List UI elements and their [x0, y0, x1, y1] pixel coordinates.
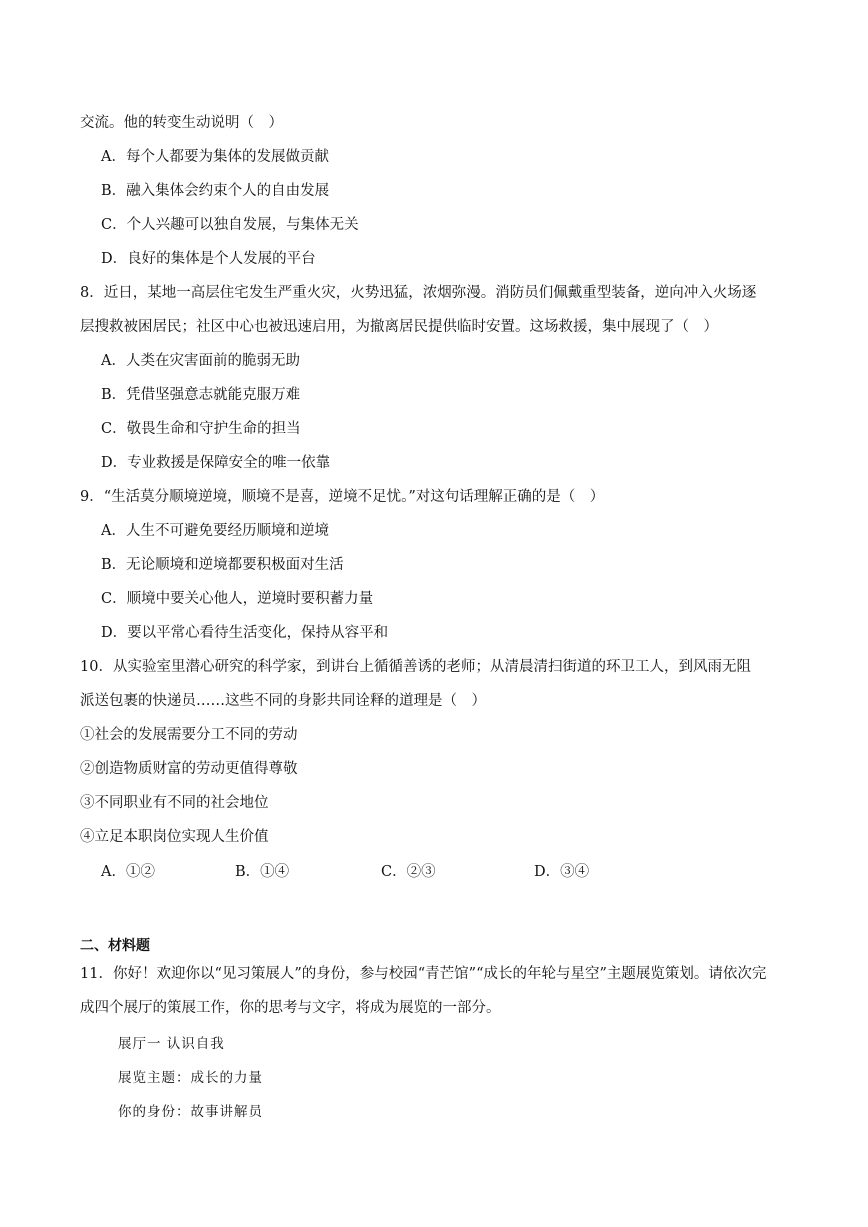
q10-choices	[101, 862, 621, 882]
q9-option-a: A．人生不可避免要经历顺境和逆境	[101, 523, 329, 539]
q8-option-b: B．凭借坚强意志就能克服万难	[101, 387, 301, 403]
q9-option-d: D．要以平常心看待生活变化，保持从容平和	[101, 625, 389, 641]
q10-statement-3: ③不同职业有不同的社会地位	[80, 795, 269, 811]
q10-choice-d: D．③④	[534, 864, 590, 880]
q8-stem-line1: 8．近日，某地一高层住宅发生严重火灾，火势迅猛，浓烟弥漫。消防员们佩戴重型装备，逆向冲入火场逐	[80, 285, 757, 301]
q10-choice-c: C．②③	[381, 864, 436, 880]
q7-option-a: A．每个人都要为集体的发展做贡献	[101, 149, 329, 165]
q10-statement-1: ①社会的发展需要分工不同的劳动	[80, 727, 298, 743]
q10-stem-line2: 派送包裹的快递员……这些不同的身影共同诠释的道理是（ ）	[80, 693, 486, 709]
q7-option-d: D．良好的集体是个人发展的平台	[101, 251, 316, 267]
q10-choice-a: A．①②	[101, 864, 155, 880]
q11-hall-theme: 展览主题：成长的力量	[118, 1070, 263, 1086]
q7-stem-continued: 交流。他的转变生动说明（ ）	[80, 115, 283, 131]
q11-stem-line1: 11．你好！欢迎你以“见习策展人”的身份，参与校园“青芒馆”“成长的年轮与星空”主题展览策划。请依次完	[80, 966, 767, 982]
q10-choice-b: B．①④	[235, 864, 290, 880]
q10-statement-2: ②创造物质财富的劳动更值得尊敬	[80, 761, 298, 777]
q8-option-d: D．专业救援是保障安全的唯一依靠	[101, 455, 331, 471]
q11-hall-role: 你的身份：故事讲解员	[118, 1104, 263, 1120]
q11-stem-line2: 成四个展厅的策展工作，你的思考与文字，将成为展览的一部分。	[80, 1000, 501, 1016]
q8-option-a: A．人类在灾害面前的脆弱无助	[101, 353, 300, 369]
q7-option-b: B．融入集体会约束个人的自由发展	[101, 183, 330, 199]
q9-option-b: B．无论顺境和逆境都要积极面对生活	[101, 557, 344, 573]
q8-option-c: C．敬畏生命和守护生命的担当	[101, 421, 301, 437]
q7-option-c: C．个人兴趣可以独自发展，与集体无关	[101, 217, 359, 233]
q9-stem: 9．“生活莫分顺境逆境，顺境不是喜，逆境不足忧。”对这句话理解正确的是（ ）	[80, 489, 605, 505]
q10-stem-line1: 10．从实验室里潜心研究的科学家，到讲台上循循善诱的老师；从清晨清扫街道的环卫工人，到风雨无阻	[80, 659, 751, 675]
q8-stem-line2: 层搜救被困居民；社区中心也被迅速启用，为撤离居民提供临时安置。这场救援，集中展现了（ ）	[80, 319, 718, 335]
q9-option-c: C．顺境中要关心他人，逆境时要积蓄力量	[101, 591, 374, 607]
section-heading: 二、材料题	[80, 938, 150, 954]
q11-hall-name: 展厅一 认识自我	[118, 1036, 225, 1052]
q10-statement-4: ④立足本职岗位实现人生价值	[80, 829, 269, 845]
